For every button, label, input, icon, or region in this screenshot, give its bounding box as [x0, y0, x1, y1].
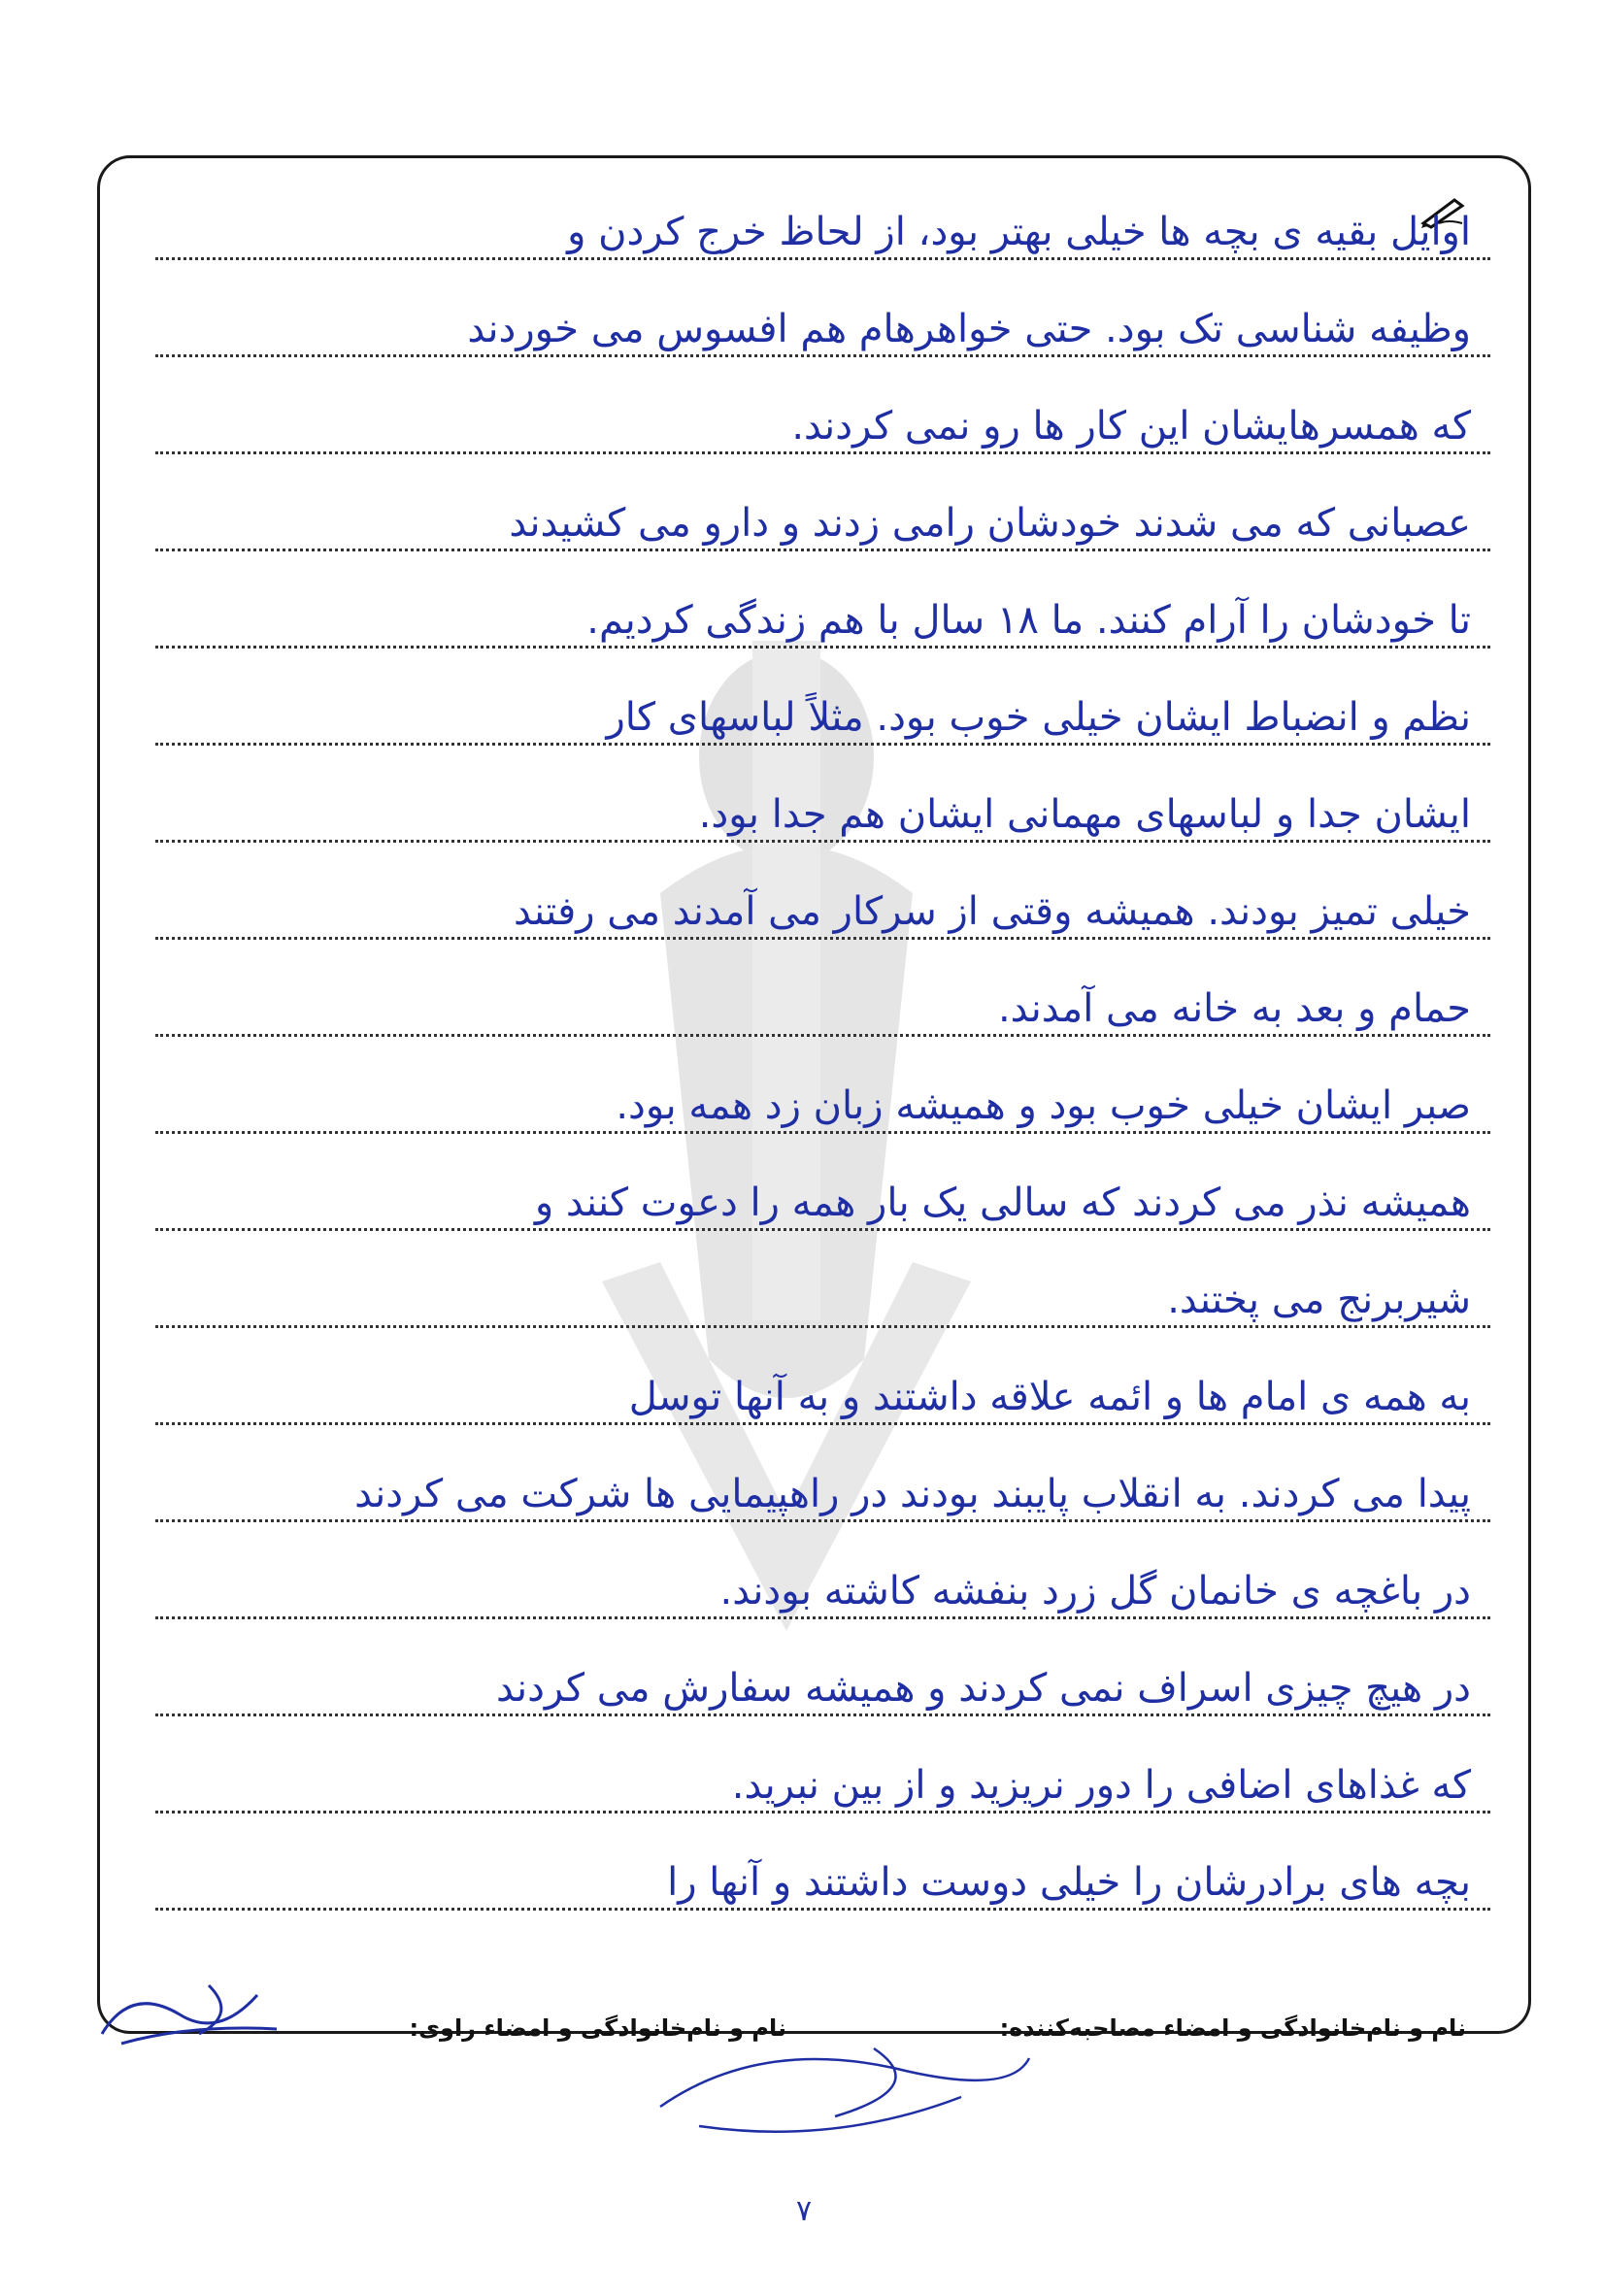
- text-line: وظیفه شناسی تک بود. حتی خواهرهام هم افسوس می خوردند: [155, 272, 1510, 369]
- text-line: عصبانی که می شدند خودشان رامی زدند و دارو می کشیدند: [155, 466, 1510, 563]
- text-line: شیربرنج می پختند.: [155, 1243, 1510, 1340]
- text-line: که همسرهایشان این کار ها رو نمی کردند.: [155, 369, 1510, 466]
- text-line: که غذاهای اضافی را دور نریزید و از بین نبرید.: [155, 1728, 1510, 1825]
- interviewer-signature-label: نام و نام‌خانوادگی و امضاء مصاحبه‌کننده:: [999, 2014, 1466, 2042]
- text-line: نظم و انضباط ایشان خیلی خوب بود. مثلاً لباسهای کار: [155, 660, 1510, 757]
- text-line: بچه های برادرشان را خیلی دوست داشتند و آنها را: [155, 1825, 1510, 1922]
- text-line: خیلی تمیز بودند. همیشه وقتی از سرکار می آمدند می رفتند: [155, 854, 1510, 951]
- text-line: به همه ی امام ها و ائمه علاقه داشتند و به آنها توسل: [155, 1340, 1510, 1437]
- text-line: ایشان جدا و لباسهای مهمانی ایشان هم جدا بود.: [155, 757, 1510, 854]
- page-number: ۷: [796, 2194, 813, 2228]
- narrator-signature: [92, 1976, 286, 2048]
- text-line: تا خودشان را آرام کنند. ما ۱۸ سال با هم زندگی کردیم.: [155, 563, 1510, 660]
- text-line: حمام و بعد به خانه می آمدند.: [155, 951, 1510, 1048]
- text-line: صبر ایشان خیلی خوب بود و همیشه زبان زد همه بود.: [155, 1048, 1510, 1146]
- text-line: در باغچه ی خانمان گل زرد بنفشه کاشته بودند.: [155, 1534, 1510, 1631]
- text-line: اوایل بقیه ی بچه ها خیلی بهتر بود، از لحاظ خرج کردن و: [155, 175, 1510, 272]
- text-line: همیشه نذر می کردند که سالی یک بار همه را دعوت کنند و: [155, 1146, 1510, 1243]
- interviewer-signature: [641, 2029, 1049, 2146]
- text-line: پیدا می کردند. به انقلاب پایبند بودند در راهپیمایی ها شرکت می کردند: [155, 1437, 1510, 1534]
- handwritten-lines: [155, 175, 1510, 1922]
- text-line: در هیچ چیزی اسراف نمی کردند و همیشه سفارش می کردند: [155, 1631, 1510, 1728]
- narrator-signature-label: نام و نام‌خانوادگی و امضاء راوی:: [409, 2014, 786, 2042]
